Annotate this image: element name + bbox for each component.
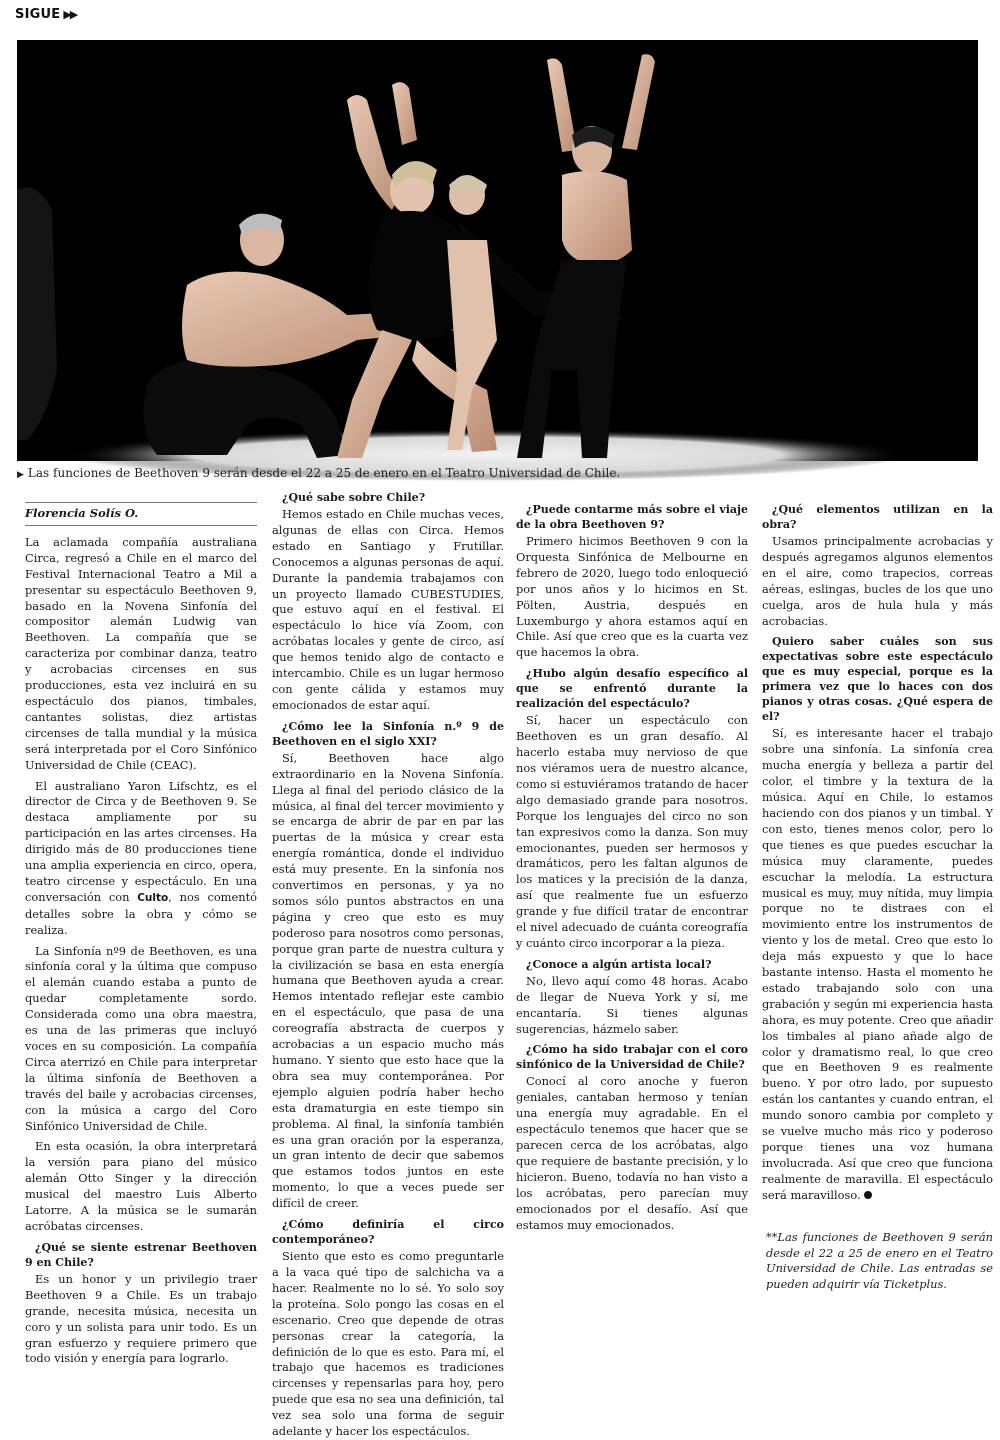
article-column-4: [762, 502, 993, 1292]
question-8: ¿Cómo ha sido trabajar con el coro sinfónico de la Universidad de Chile?: [516, 1043, 748, 1072]
question-7: ¿Conoce a algún artista local?: [526, 957, 712, 971]
double-arrow-icon: ▶▶: [63, 8, 77, 21]
answer-6: Sí, hacer un espectáculo con Beethoven es un gran desafío. Al hacerlo estaba muy nervioso de que nos viéramos uera de nuestro alcance, como si estuviéramos tratando de hacer algo demasiado grande para nosotros. Porque los lenguajes del circo no son tan expresivos como la danza. Son muy emocionantes, pueden ser hermosos y dramáticos, pero les faltan algunos de los matices y la precisión de la danza, así que realmente fue un esfuerzo grande y fue difícil tratar de encontrar el nivel adecuado de cuánta coreografía y cuánto circo incorporar a la pieza.: [516, 713, 748, 950]
section-label-text: SIGUE: [15, 7, 61, 22]
intro-paragraph-2: [25, 779, 257, 939]
question-5: ¿Puede contarme más sobre el viaje de la obra Beethoven 9?: [516, 503, 748, 531]
dancers-illustration: [17, 40, 978, 461]
question-9: ¿Qué elementos utilizan en la obra?: [762, 503, 993, 531]
answer-2: Hemos estado en Chile muchas veces, algunas de ellas con Circa. Hemos estado en Santiago y Frutillar. Conocemos a algunas personas de aquí. Durante la pandemia trabajamos con un proyecto llamado CUBESTUDIES, que estuvo aquí en el festival. El espectáculo lo hice vía Zoom, con acróbatas locales y gente de circo, así que hemos tenido algo de contacto e intercambio. Chile es un lugar hermoso con gente cálida y estamos muy emocionados de estar aquí.: [272, 507, 504, 712]
question-3: ¿Cómo lee la Sinfonía n.º 9 de Beethoven en el siglo XXI?: [272, 719, 504, 748]
answer-10: [762, 726, 993, 1203]
intro-paragraph-2-end: , nos comentó detalles sobre la obra y cómo se realiza.: [25, 889, 257, 937]
intro-paragraph-4: En esta ocasión, la obra interpretará la versión para piano del músico alemán Otto Singer y la dirección musical del maestro Luis Alberto Latorre. A la música se le sumarán acróbatas circenses.: [25, 1139, 257, 1233]
answer-7: No, llevo aquí como 48 horas. Acabo de llegar de Nueva York y sí, me encantaría. Si tienes algunas sugerencias, házmelo saber.: [516, 973, 748, 1036]
answer-3: Sí, Beethoven hace algo extraordinario en la Novena Sinfonía. Llega al final del periodo clásico de la música, al final del tercer movimiento y se encarga de abrir de par en par las puertas de la música y crear esta energía romántica, donde el individuo está muy presente. En la sinfonía nos convertimos en personas, y ya no somos sólo puntos abstractos en una página y creo que esto es muy poderoso para nosotros como personas, porque gran parte de nuestra cultura y la civilización se basa en esta energía humana que Beethoven ayuda a crear. Hemos intentado reflejar este cambio en el espectáculo, que pasa de una coreografía abstracta de cuerpos y acrobacias a un espacio mucho más humano. Y siento que esto hace que la obra sea muy contemporánea. Por ejemplo alguien podría haber hecho esta dramaturgia en este tiempo sin problema. Al final, la sinfonía también es una gran oración por la esperanza, un gran intento de decir que sabemos que estamos todos juntos en este momento, lo que a veces puede ser difícil de creer.: [272, 750, 504, 1211]
answer-5: Primero hicimos Beethoven 9 con la Orquesta Sinfónica de Melbourne en febrero de 2020, luego todo enloqueció por unos años y lo hicimos en St. Pölten, Austria, después en Luxemburgo y ahora estamos aquí en Chile. Así que creo que es la cuarta vez que hacemos la obra.: [516, 534, 748, 660]
question-6: ¿Hubo algún desafío específico al que se enfrentó durante la realización del espectáculo?: [516, 667, 748, 711]
article-column-2: [272, 490, 504, 1439]
answer-9: Usamos principalmente acrobacias y después agregamos algunos elementos en el aire, como trapecios, correas aéreas, eslingas, bucles de los que uno cuelga, aros de hula hula y más acrobacias.: [762, 534, 993, 628]
byline: Florencia Solís O.: [25, 502, 257, 526]
section-label: [15, 7, 76, 22]
photo-caption: [17, 466, 978, 480]
answer-1: Es un honor y un privilegio traer Beethoven 9 a Chile. Es un trabajo grande, necesita música, necesita un coro y un solista para unir todo. Es un gran esfuerzo y requiere primero que todo visión y energía para lograrlo.: [25, 1271, 257, 1366]
ticket-note: **Las funciones de Beethoven 9 serán desde el 22 a 25 de enero en el Teatro Universidad de Chile. Las entradas se pueden adquirir vía Ticketplus.: [766, 1229, 993, 1292]
question-2: ¿Qué sabe sobre Chile?: [282, 491, 426, 504]
question-4: ¿Cómo definiría el circo contemporáneo?: [272, 1218, 504, 1247]
question-10: Quiero saber cuáles son sus expectativas sobre este espectáculo que es muy especial, porque es la primera vez que lo haces con dos pianos y otras cosas. ¿Qué espera de el?: [762, 635, 993, 724]
intro-paragraph-1: La aclamada compañía australiana Circa, regresó a Chile en el marco del Festival Internacional Teatro a Mil a presentar su espectáculo Beethoven 9, basado en la Novena Sinfonía del compositor alemán Ludwig van Beethoven. La compañía que se caracteriza por combinar danza, teatro y acrobacias circenses en sus producciones, esta vez incluirá en su espectáculo dos pianos, timbales, cantantes solistas, diez artistas circenses de talla mundial y la música será interpretada por el Coro Sinfónico Universidad de Chile (CEAC).: [25, 534, 257, 772]
answer-8: Conocí al coro anoche y fueron geniales, cantaban hermoso y tenían una energía muy agradable. En el espectáculo tenemos que hacer que se parecen cerca de los acróbatas, algo que requiere de bastante precisión, y lo hicieron. Bueno, todavía no han visto a los acróbatas, pero parecían muy emocionados por el desafío. Así que estamos muy emocionados.: [516, 1074, 748, 1232]
end-mark-icon: [864, 1191, 872, 1199]
intro-paragraph-3: La Sinfonía nº9 de Beethoven, es una sinfonía coral y la última que compuso el alemán cuando estaba a punto de quedar completamente sordo. Considerada como una obra maestra, es una de las primeras que incluyó voces en su composición. La compañía Circa aterrizó en Chile para interpretar la última sinfonía de Beethoven a través del baile y acrobacias circenses, con la música a cargo del Coro Sinfónico Universidad de Chile.: [25, 943, 257, 1133]
question-1: ¿Qué se siente estrenar Beethoven 9 en Chile?: [25, 1240, 257, 1269]
intro-paragraph-2-start: El australiano Yaron Lifschtz, es el director de Circa y de Beethoven 9. Se destaca ampliamente por su participación en las artes circenses. Ha dirigido más de 80 producciones tiene una amplia experiencia en circo, opera, teatro circense y espectáculo. En una conversación con: [25, 778, 257, 904]
caption-triangle-icon: ▶: [17, 470, 24, 480]
article-column-1: [25, 502, 257, 1366]
caption-text: Las funciones de Beethoven 9 serán desde el 22 a 25 de enero en el Teatro Universidad de Chile.: [27, 466, 621, 480]
article-photo: [17, 40, 978, 461]
culto-brand: Culto: [137, 891, 169, 904]
answer-4: Siento que esto es como preguntarle a la vaca qué tipo de salchicha va a hacer. Realmente no lo sé. Yo solo soy la proteína. Solo pongo las cosas en el escenario. Creo que depende de otras personas crear la categoría, la definición de lo que es esto. Para mí, el trabajo que hacemos es tradiciones circenses y repensarlas para hoy, pero puede que esa no sea una definición, tal vez sea solo una forma de seguir adelante y hacer los espectáculos.: [272, 1249, 504, 1439]
answer-10-text: Sí, es interesante hacer el trabajo sobre una sinfonía. La sinfonía crea mucha energía y belleza a partir del color, el timbre y la textura de la música. Aquí en Chile, lo estamos haciendo con dos pianos y un timbal. Y con esto, tienes menos color, pero lo que tienes es que puedes escuchar la música muy claramente, puedes escuchar la melodía. La estructura musical es muy, muy nítida, muy limpia porque no te distraes con el movimiento entre los instrumentos de viento y los de metal. Creo que esto lo deja más expuesto y que lo hace bastante intenso. Hasta el momento he estado trabajando solo con una grabación y según mi experiencia hasta ahora, es muy potente. Creo que añadir los timbales al piano añade algo de color y dramatismo real, lo que creo que en Beethoven 9 es realmente bueno. Y por otro lado, por supuesto están los cantantes y cuando entran, el mundo sonoro cambia por completo y se vuelve mucho más rico y poderoso porque tienes una voz humana involucrada. Así que creo que funciona realmente de maravilla. El espectáculo será maravilloso.: [762, 726, 993, 1202]
article-column-3: [516, 502, 748, 1232]
